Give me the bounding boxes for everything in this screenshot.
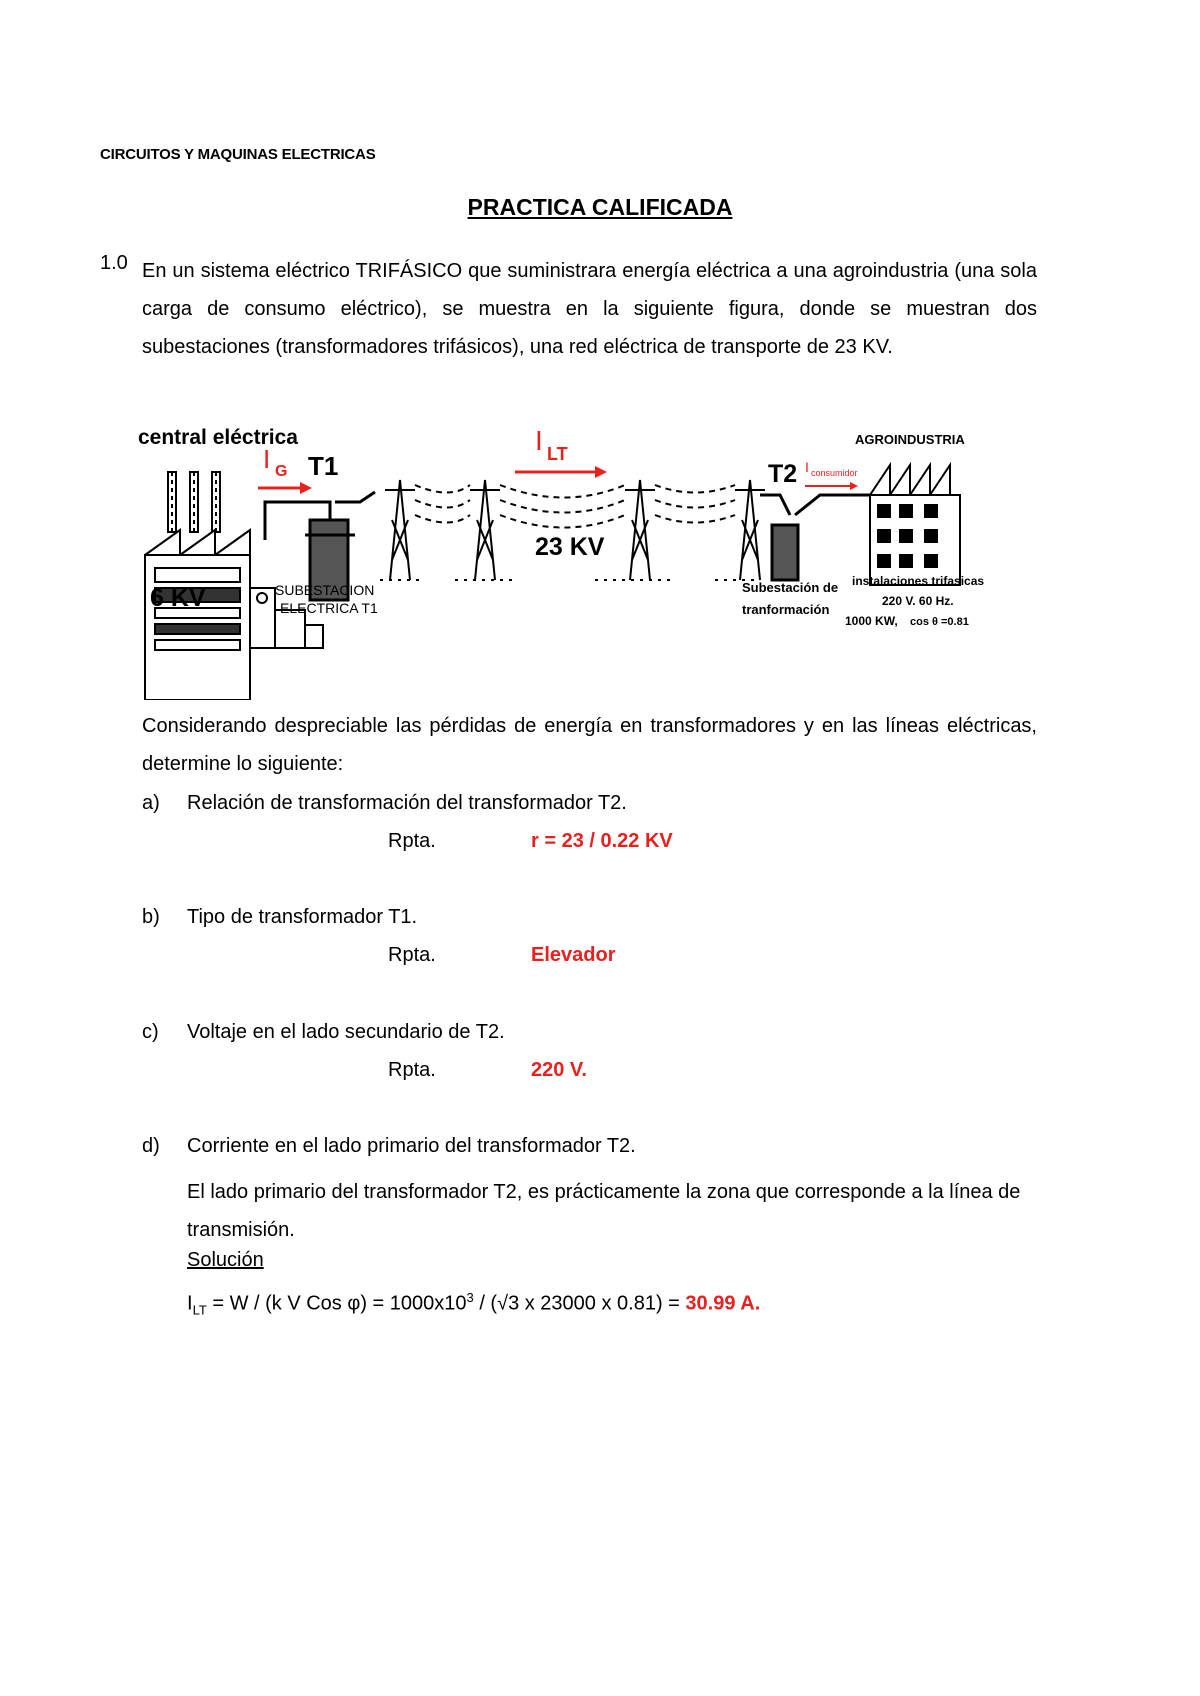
factory-icon — [870, 465, 960, 585]
central-label: central eléctrica — [138, 426, 298, 449]
formula-lhs-sub: LT — [192, 1302, 207, 1318]
question-a-answer: r = 23 / 0.22 KV — [531, 830, 673, 852]
iconsumidor-label-sub: consumidor — [811, 468, 858, 478]
question-c-letter: c) — [142, 1021, 159, 1043]
formula-exponent: 3 — [466, 1290, 474, 1305]
gen-voltage-label: 6 KV — [150, 584, 206, 612]
transformer-t2-icon — [760, 495, 875, 580]
question-b-rpta-label: Rpta. — [388, 944, 436, 966]
question-d-explanation: El lado primario del transformador T2, es prácticamente la zona que corresponde a la línea de transmisión. — [187, 1181, 1021, 1241]
ig-label-main: I — [263, 444, 271, 474]
transmission-towers-icon — [380, 480, 765, 580]
iconsumidor-arrowhead — [850, 482, 858, 490]
inst-label-power: 1000 KW, — [845, 614, 898, 628]
question-d-letter: d) — [142, 1135, 160, 1157]
page-title: PRACTICA CALIFICADA — [467, 194, 733, 220]
formula-expr-b: / (√3 x 23000 x 0.81) = — [473, 1292, 686, 1315]
question-c-rpta-label: Rpta. — [388, 1059, 436, 1081]
inst-label-line1: instalaciones trifasicas — [852, 574, 985, 588]
question-a-text: Relación de transformación del transformador T2. — [187, 792, 627, 814]
question-b-text: Tipo de transformador T1. — [187, 906, 418, 928]
question-d-text: Corriente en el lado primario del transformador T2. — [187, 1135, 636, 1157]
question-b-answer: Elevador — [531, 944, 616, 966]
t2-label: T2 — [768, 460, 798, 488]
line-voltage-label: 23 KV — [535, 533, 605, 561]
ilt-label-sub: LT — [547, 444, 568, 464]
ilt-arrowhead — [595, 466, 607, 478]
sub2-label-line2: tranformación — [742, 602, 830, 617]
power-system-figure — [130, 420, 1060, 705]
sub2-label-line1: Subestación de — [742, 580, 839, 595]
inst-label-line2: 220 V. 60 Hz. — [882, 594, 954, 608]
document-header: CIRCUITOS Y MAQUINAS ELECTRICAS — [100, 146, 376, 163]
problem-statement — [142, 252, 1037, 366]
question-a-rpta-label: Rpta. — [388, 830, 436, 852]
ig-arrowhead — [300, 482, 312, 494]
question-b-letter: b) — [142, 906, 160, 928]
t1-label: T1 — [308, 451, 339, 481]
problem-text: En un sistema eléctrico TRIFÁSICO que suministrara energía eléctrica a una agroindustria (una sola carga de consumo eléctrico), se muestra en la siguiente figura, donde se muestran dos subestaciones (transformadores trifásicos), una red eléctrica de transporte de 23 KV. — [142, 260, 1037, 358]
problem-number: 1.0 — [100, 252, 128, 274]
intro-paragraph: Considerando despreciable las pérdidas de energía en transformadores y en las líneas eléctricas, determine lo siguiente: — [142, 715, 1037, 775]
iconsumidor-label-main: I — [805, 459, 809, 475]
solution-label: Solución — [187, 1249, 264, 1271]
question-c-answer: 220 V. — [531, 1059, 587, 1081]
question-c-text: Voltaje en el lado secundario de T2. — [187, 1021, 505, 1043]
formula-lhs-main: I — [187, 1292, 193, 1315]
formula-expr-a: = W / (k V Cos φ) = 1000x10 — [206, 1292, 467, 1315]
sub1-label-line2: ELECTRICA T1 — [280, 600, 378, 616]
formula-result: 30.99 A. — [685, 1292, 761, 1315]
ilt-label-main: I — [535, 425, 543, 456]
agro-label: AGROINDUSTRIA — [855, 432, 965, 447]
solution-formula — [187, 1290, 760, 1318]
inst-label-cos: cos θ =0.81 — [910, 616, 969, 628]
ig-label-sub: G — [275, 463, 288, 480]
power-system-diagram — [130, 420, 1060, 700]
question-a-letter: a) — [142, 792, 160, 814]
sub1-label-line1: SUBESTACION — [275, 582, 375, 598]
